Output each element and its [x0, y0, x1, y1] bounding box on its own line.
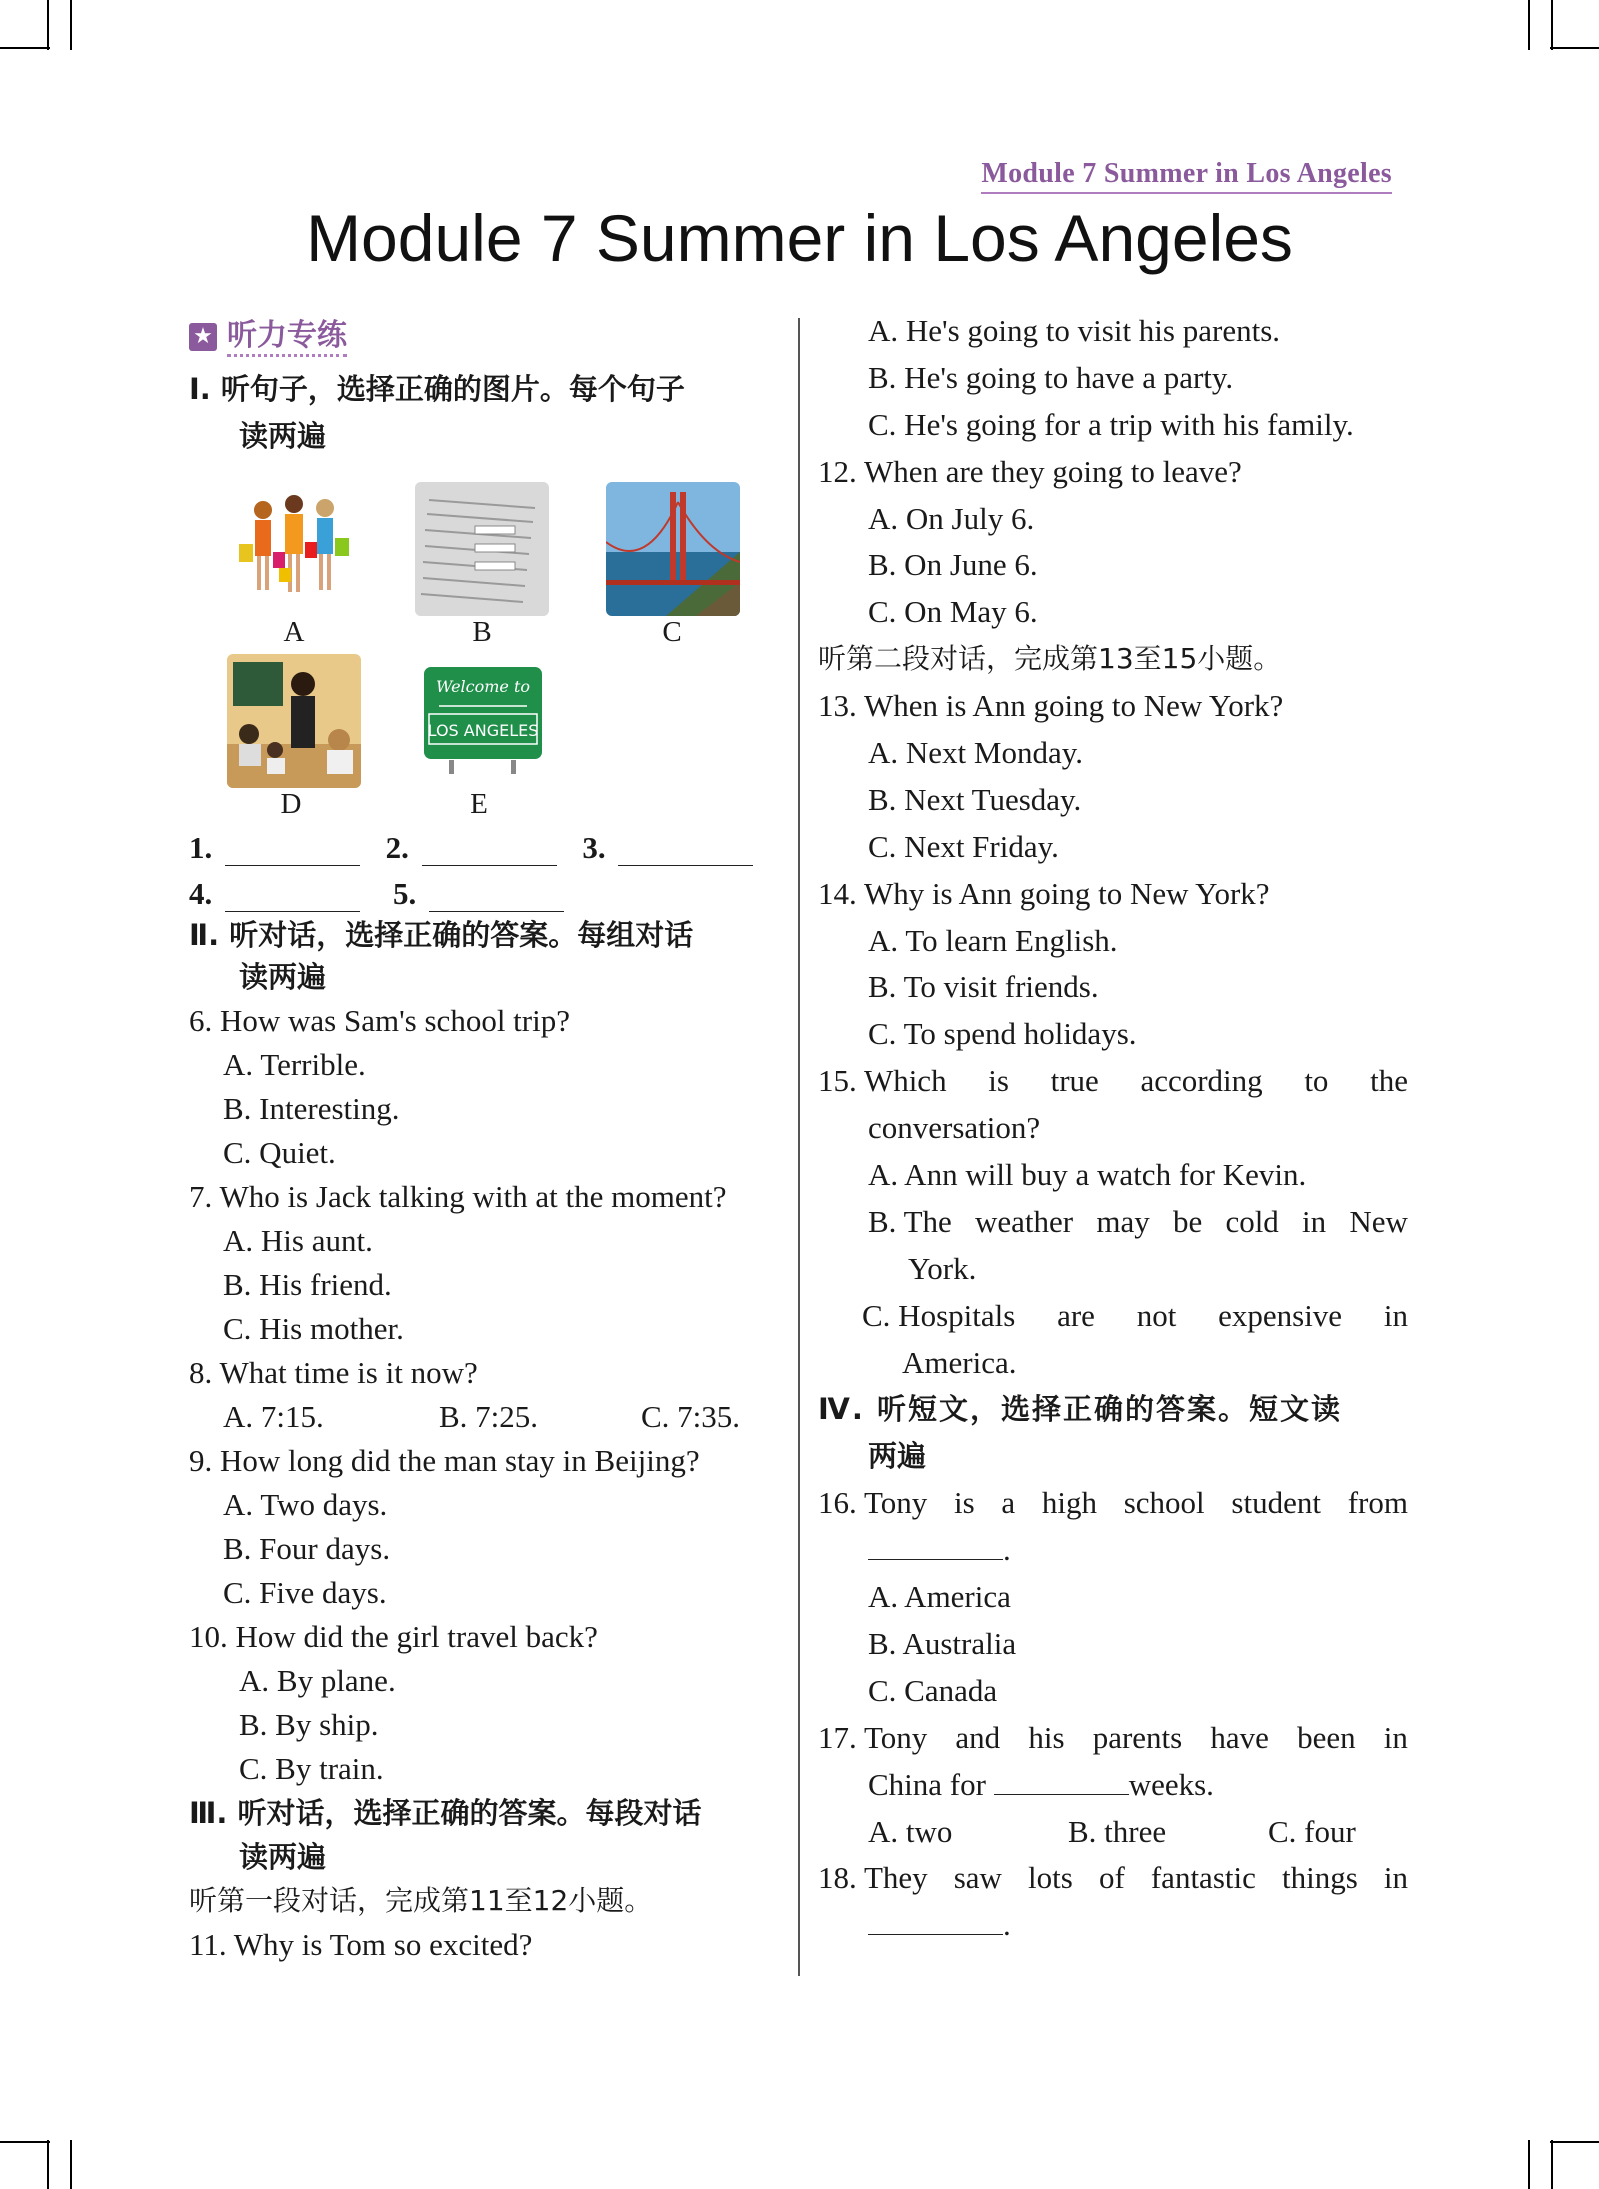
golden-gate-bridge-image [606, 482, 740, 616]
part3-instruction: Ⅲ. 听对话，选择正确的答案。每段对话 [189, 1796, 702, 1831]
word: student [1231, 1485, 1321, 1521]
option: C. Next Friday. [868, 828, 1059, 864]
blank-number: 1. [189, 829, 213, 865]
section-title: 听力专练 [227, 318, 347, 357]
question-8: 8. What time is it now? [189, 1355, 478, 1391]
option: A. On July 6. [868, 500, 1035, 536]
word: the [1370, 1063, 1408, 1099]
question-18-blank-line: . [818, 1902, 1408, 1949]
answer-blank-4[interactable] [225, 883, 360, 912]
word: fantastic [1150, 1860, 1256, 1896]
answer-blank-17[interactable] [994, 1766, 1129, 1795]
word: expensive [1218, 1297, 1343, 1333]
option: C. His mother. [223, 1311, 404, 1347]
running-header: Module 7 Summer in Los Angeles [981, 158, 1392, 194]
blank-number: 2. [385, 829, 409, 865]
crop-mark [1550, 2141, 1599, 2143]
word: been [1297, 1719, 1356, 1755]
word: have [1210, 1719, 1269, 1755]
question-15-cont: conversation? [868, 1110, 1041, 1146]
option-15c [818, 1293, 1408, 1340]
option: B. On June 6. [868, 547, 1038, 583]
part2-instruction: Ⅱ. 听对话，选择正确的答案。每组对话 [189, 917, 694, 952]
crop-mark [0, 47, 50, 49]
crop-mark [70, 2140, 72, 2189]
word: a [1001, 1485, 1016, 1521]
option: B. To visit friends. [868, 969, 1099, 1005]
left-column [189, 308, 779, 1967]
question-10: 10. How did the girl travel back? [189, 1619, 598, 1655]
crop-mark [0, 2141, 50, 2143]
picture-label-c: C [662, 615, 682, 648]
welcome-la-sign-image [415, 662, 553, 774]
word: and [955, 1719, 1001, 1755]
crop-mark [1528, 0, 1530, 50]
word: school [1123, 1485, 1205, 1521]
subsection-note: 听第一段对话，完成第11至12小题。 [189, 1884, 653, 1918]
word: 16. Tony [818, 1485, 928, 1521]
subsection-note: 听第二段对话，完成第13至15小题。 [818, 642, 1282, 676]
option: C. Quiet. [223, 1135, 336, 1171]
option: C. He's going for a trip with his family. [868, 406, 1354, 442]
word: 17. Tony [818, 1719, 928, 1755]
part4-instruction: Ⅳ. 听短文，选择正确的答案。短文读 [818, 1392, 1342, 1427]
option-15b-cont: York. [908, 1250, 977, 1286]
question-17-cont [818, 1762, 1408, 1809]
answer-blank-16[interactable] [868, 1531, 1003, 1560]
word: according [1140, 1063, 1263, 1099]
answer-blank-3[interactable] [618, 837, 753, 866]
word: cold [1225, 1203, 1279, 1239]
word: are [1057, 1297, 1095, 1333]
crop-mark [47, 2140, 49, 2189]
column-divider [798, 318, 800, 1976]
question-9: 9. How long did the man stay in Beijing? [189, 1443, 700, 1479]
option: B. Australia [868, 1625, 1017, 1661]
classroom-teacher-image [227, 654, 361, 788]
word: 18. They [818, 1860, 928, 1896]
crop-mark [1551, 2140, 1553, 2189]
word: may [1096, 1203, 1150, 1239]
option: C. four [1268, 1813, 1356, 1849]
word: in [1302, 1203, 1327, 1239]
picture-label-b: B [472, 615, 492, 648]
crop-mark [70, 0, 72, 50]
answer-blank-2[interactable] [422, 837, 557, 866]
option: A. America [868, 1579, 1011, 1615]
word: to [1304, 1063, 1329, 1099]
blank-number: 4. [189, 875, 213, 911]
option-15b [818, 1199, 1408, 1246]
form-document-image [415, 482, 549, 616]
option: B. Next Tuesday. [868, 781, 1082, 817]
question-11: 11. Why is Tom so excited? [189, 1927, 533, 1963]
option: A. Terrible. [223, 1047, 366, 1083]
question-13: 13. When is Ann going to New York? [818, 688, 1284, 724]
crop-mark [1551, 0, 1553, 50]
word: be [1172, 1203, 1203, 1239]
option: C. 7:35. [641, 1399, 741, 1435]
right-column [818, 308, 1408, 1949]
word: in [1383, 1719, 1408, 1755]
question-12: 12. When are they going to leave? [818, 453, 1242, 489]
star-icon: ★ [189, 323, 217, 351]
option: A. Next Monday. [868, 735, 1083, 771]
option: C. Five days. [223, 1575, 387, 1611]
word: true [1050, 1063, 1099, 1099]
word: weather [975, 1203, 1074, 1239]
option: B. His friend. [223, 1267, 392, 1303]
question-17 [818, 1715, 1408, 1762]
word: saw [953, 1860, 1002, 1896]
question-18 [818, 1855, 1408, 1902]
word: C. Hospitals [862, 1297, 1016, 1333]
option-15c-cont: America. [902, 1344, 1017, 1380]
option: A. Ann will buy a watch for Kevin. [868, 1157, 1307, 1193]
option: B. three [1068, 1813, 1167, 1849]
part2-instruction-cont: 读两遍 [239, 960, 327, 995]
answer-blank-1[interactable] [225, 837, 360, 866]
word: not [1136, 1297, 1177, 1333]
question-15 [818, 1058, 1408, 1105]
question-6: 6. How was Sam's school trip? [189, 1003, 570, 1039]
word: things [1281, 1860, 1358, 1896]
blank-number: 3. [582, 829, 606, 865]
question-14: 14. Why is Ann going to New York? [818, 875, 1270, 911]
part1-instruction-cont: 读两遍 [239, 418, 327, 453]
question-8-options [189, 1395, 779, 1439]
option: C. To spend holidays. [868, 1016, 1137, 1052]
word: is [988, 1063, 1009, 1099]
option: A. By plane. [239, 1663, 396, 1699]
option: B. By ship. [239, 1707, 379, 1743]
option: C. Canada [868, 1672, 998, 1708]
crop-mark [1550, 47, 1599, 49]
word: New [1349, 1203, 1408, 1239]
crop-mark [47, 0, 49, 50]
part1-instruction: Ⅰ. 听句子，选择正确的图片。每个句子 [189, 372, 685, 406]
question-17-options [818, 1809, 1408, 1856]
word: lots [1028, 1860, 1073, 1896]
option: C. By train. [239, 1751, 384, 1787]
word: 15. Which [818, 1063, 947, 1099]
option: B. Four days. [223, 1531, 391, 1567]
option: A. two [868, 1813, 953, 1849]
word: B. The [868, 1203, 952, 1239]
text: weeks. [1128, 1766, 1214, 1802]
word: parents [1092, 1719, 1183, 1755]
picture-label-a: A [283, 615, 305, 648]
answer-blanks-row2 [189, 866, 779, 912]
answer-blanks-row1 [189, 820, 779, 866]
picture-grid [189, 460, 779, 820]
blank-number: 5. [393, 875, 417, 911]
word: in [1383, 1297, 1408, 1333]
option: B. He's going to have a party. [868, 359, 1234, 395]
option: A. To learn English. [868, 922, 1118, 958]
part4-instruction-cont: 两遍 [868, 1439, 927, 1474]
option: A. 7:15. [223, 1399, 324, 1435]
word: of [1098, 1860, 1125, 1896]
page-title: Module 7 Summer in Los Angeles [306, 201, 1293, 275]
word: high [1041, 1485, 1097, 1521]
option: A. He's going to visit his parents. [868, 313, 1281, 348]
part3-instruction-cont: 读两遍 [239, 1840, 327, 1875]
option: A. His aunt. [223, 1223, 373, 1259]
crop-mark [1528, 2140, 1530, 2189]
text: China for [868, 1766, 986, 1802]
option: A. Two days. [223, 1487, 388, 1523]
option: C. On May 6. [868, 594, 1038, 630]
section-heading [189, 308, 779, 366]
word: is [953, 1485, 975, 1521]
shopping-women-image [227, 482, 361, 616]
answer-blank-5[interactable] [429, 883, 564, 912]
picture-label-d: D [280, 787, 302, 820]
word: in [1383, 1860, 1408, 1896]
word: from [1347, 1485, 1408, 1521]
question-16-blank-line: . [818, 1527, 1408, 1574]
question-7: 7. Who is Jack talking with at the moment? [189, 1179, 727, 1215]
answer-blank-18[interactable] [868, 1906, 1003, 1935]
word: his [1028, 1719, 1065, 1755]
sign-line1: Welcome to [435, 676, 531, 696]
picture-label-e: E [470, 787, 488, 820]
sign-line2: LOS ANGELES [427, 720, 539, 740]
option: B. Interesting. [223, 1091, 400, 1127]
question-16 [818, 1480, 1408, 1527]
option: B. 7:25. [439, 1399, 539, 1435]
